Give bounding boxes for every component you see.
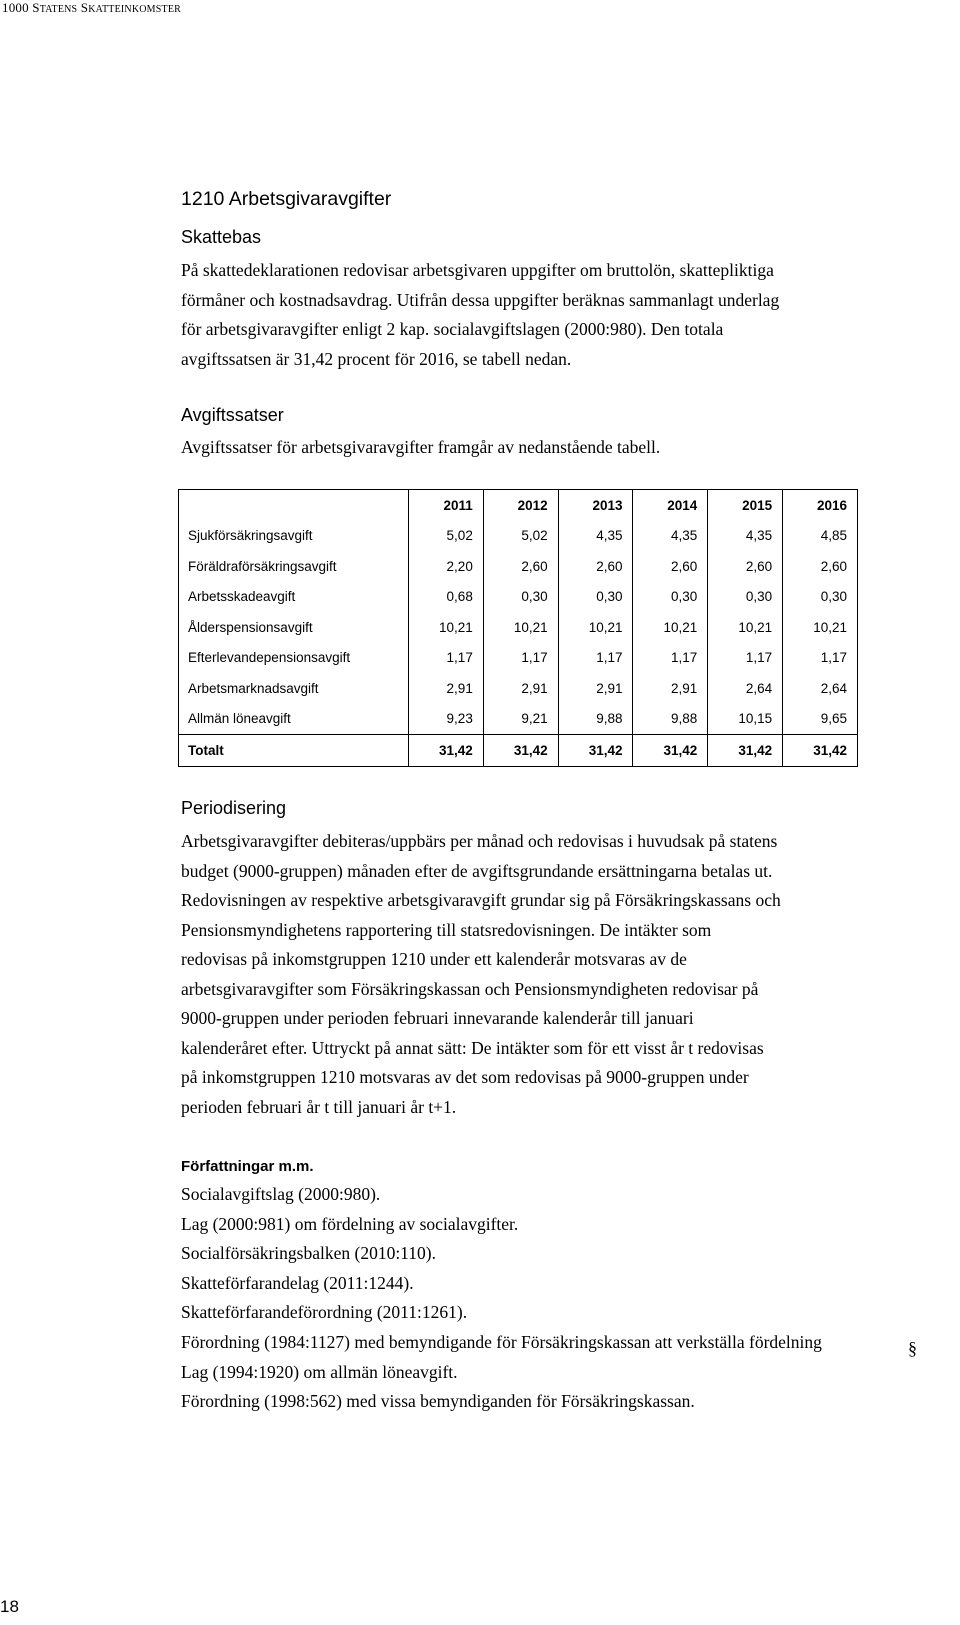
total-label: Totalt [179,735,409,767]
page-number: 18 [0,1597,19,1616]
rate-cell: 2,91 [409,673,484,704]
rate-cell: 2,91 [633,673,708,704]
rate-cell: 4,35 [633,521,708,552]
rate-cell: 0,68 [409,582,484,613]
running-head-smallcaps: TATENS [39,4,78,15]
section-title: 1210 Arbetsgivaravgifter [181,188,392,210]
table-row [179,673,858,704]
list-item: Skatteförfarandeförordning (2011:1261). [181,1302,468,1323]
section-sign: § [908,1338,917,1358]
total-cell: 31,42 [633,735,708,767]
rate-cell: 4,35 [708,521,783,552]
year-header: 2016 [783,490,858,521]
row-label: Ålderspensionsavgift [188,619,313,635]
rate-cell: 9,88 [558,704,633,735]
table-row [179,582,858,613]
rate-cell: 0,30 [708,582,783,613]
row-label: Föräldraförsäkringsavgift [188,558,337,574]
rate-cell: 9,23 [409,704,484,735]
rate-cell: 9,65 [783,704,858,735]
table-corner-cell [179,490,409,521]
text-line: 9000-gruppen under perioden februari innevarande kalenderår till januari [181,1008,694,1028]
table-row [179,521,858,552]
total-cell: 31,42 [783,735,858,767]
rate-cell: 2,91 [558,673,633,704]
avgiftssatser-paragraph [181,433,933,463]
running-head [2,0,181,16]
table-header-row [179,490,858,521]
rate-cell: 1,17 [633,643,708,674]
rate-cell: 0,30 [558,582,633,613]
total-cell: 31,42 [558,735,633,767]
forfattningar-heading: Författningar m.m. [181,1158,314,1175]
rate-cell: 2,60 [633,551,708,582]
rate-cell: 10,21 [409,612,484,643]
running-head-cap: S [80,0,89,15]
year-header: 2012 [483,490,558,521]
rate-cell: 10,21 [483,612,558,643]
year-header: 2011 [409,490,484,521]
fee-rates-table [178,489,858,767]
rate-cell: 9,88 [633,704,708,735]
row-label: Efterlevandepensionsavgift [188,650,351,666]
rate-cell: 10,21 [558,612,633,643]
rate-cell: 0,30 [483,582,558,613]
rate-cell: 4,85 [783,521,858,552]
table-row [179,643,858,674]
running-head-number: 1000 [2,0,29,15]
list-item: Socialavgiftslag (2000:980). [181,1184,381,1204]
rate-cell: 0,30 [783,582,858,613]
year-header: 2015 [708,490,783,521]
rate-cell: 1,17 [708,643,783,674]
list-item: Socialförsäkringsbalken (2010:110). [181,1243,436,1264]
total-cell: 31,42 [483,735,558,767]
rate-cell: 2,64 [783,673,858,704]
text-line: Pensionsmyndighetens rapportering till statsredovisningen. De intäkter som [181,919,712,940]
text-line: Avgiftssatser för arbetsgivaravgifter framgår av nedanstående tabell. [181,437,661,457]
rate-cell: 1,17 [409,643,484,674]
text-line: kalenderåret efter. Uttryckt på annat sätt: De intäkter som för ett visst år t redovisas [181,1037,764,1058]
year-header: 2013 [558,490,633,521]
periodisering-paragraph [181,827,933,1122]
text-line: Redovisningen av respektive arbetsgivaravgift grundar sig på Försäkringskassans och [181,890,781,910]
row-label: Arbetsmarknadsavgift [188,680,319,696]
total-row [179,735,858,767]
list-item: Förordning (1984:1127) med bemyndigande för Försäkringskassan att verkställa fördelning [181,1331,822,1352]
rate-cell: 10,21 [633,612,708,643]
text-line: arbetsgivaravgifter som Försäkringskassan och Pensionsmyndigheten redovisar på [181,978,759,999]
text-line: redovisas på inkomstgruppen 1210 under ett kalenderår motsvaras av de [181,949,687,969]
text-line: På skattedeklarationen redovisar arbetsgivaren uppgifter om bruttolön, skattepliktiga [181,260,774,280]
rate-cell: 9,21 [483,704,558,735]
rate-cell: 2,64 [708,673,783,704]
row-label: Sjukförsäkringsavgift [188,528,313,544]
text-line: avgiftssatsen är 31,42 procent för 2016, se tabell nedan. [181,348,572,369]
list-item: Lag (1994:1920) om allmän löneavgift. [181,1361,458,1382]
list-item: Skatteförfarandelag (2011:1244). [181,1272,414,1293]
text-line: perioden februari år t till januari år t+1. [181,1096,457,1117]
rate-cell: 4,35 [558,521,633,552]
skattebas-paragraph [181,256,933,374]
table-row [179,704,858,735]
year-header: 2014 [633,490,708,521]
text-line: Arbetsgivaravgifter debiteras/uppbärs per månad och redovisas i huvudsak på statens [181,831,778,851]
text-line: förmåner och kostnadsavdrag. Utifrån dessa uppgifter beräknas sammanlagt underlag [181,289,780,310]
table-row [179,612,858,643]
rate-cell: 0,30 [633,582,708,613]
forfattningar-list [181,1180,933,1417]
rate-cell: 10,15 [708,704,783,735]
rate-cell: 1,17 [558,643,633,674]
rate-cell: 2,60 [708,551,783,582]
rate-cell: 2,60 [483,551,558,582]
text-line: på inkomstgruppen 1210 motsvaras av det som redovisas på 9000-gruppen under [181,1067,749,1087]
text-line: för arbetsgivaravgifter enligt 2 kap. socialavgiftslagen (2000:980). Den totala [181,319,724,339]
rate-cell: 10,21 [708,612,783,643]
rate-cell: 5,02 [483,521,558,552]
list-item: Lag (2000:981) om fördelning av socialavgifter. [181,1213,519,1234]
total-cell: 31,42 [708,735,783,767]
avgiftssatser-heading: Avgiftssatser [181,405,284,425]
rate-cell: 2,60 [558,551,633,582]
running-head-smallcaps: KATTEINKOMSTER [88,4,182,15]
rate-cell: 10,21 [783,612,858,643]
rate-cell: 2,91 [483,673,558,704]
rate-cell: 1,17 [783,643,858,674]
rate-cell: 2,20 [409,551,484,582]
rate-cell: 1,17 [483,643,558,674]
table-row [179,551,858,582]
skattebas-heading: Skattebas [181,227,262,247]
rate-cell: 2,60 [783,551,858,582]
periodisering-heading: Periodisering [181,798,287,818]
running-head-cap: S [32,0,40,15]
text-line: budget (9000-gruppen) månaden efter de avgiftsgrundande ersättningarna betalas ut. [181,860,773,881]
rate-cell: 5,02 [409,521,484,552]
total-cell: 31,42 [409,735,484,767]
list-item: Förordning (1998:562) med vissa bemyndiganden för Försäkringskassan. [181,1391,695,1412]
row-label: Arbetsskadeavgift [188,589,296,605]
row-label: Allmän löneavgift [188,711,291,727]
